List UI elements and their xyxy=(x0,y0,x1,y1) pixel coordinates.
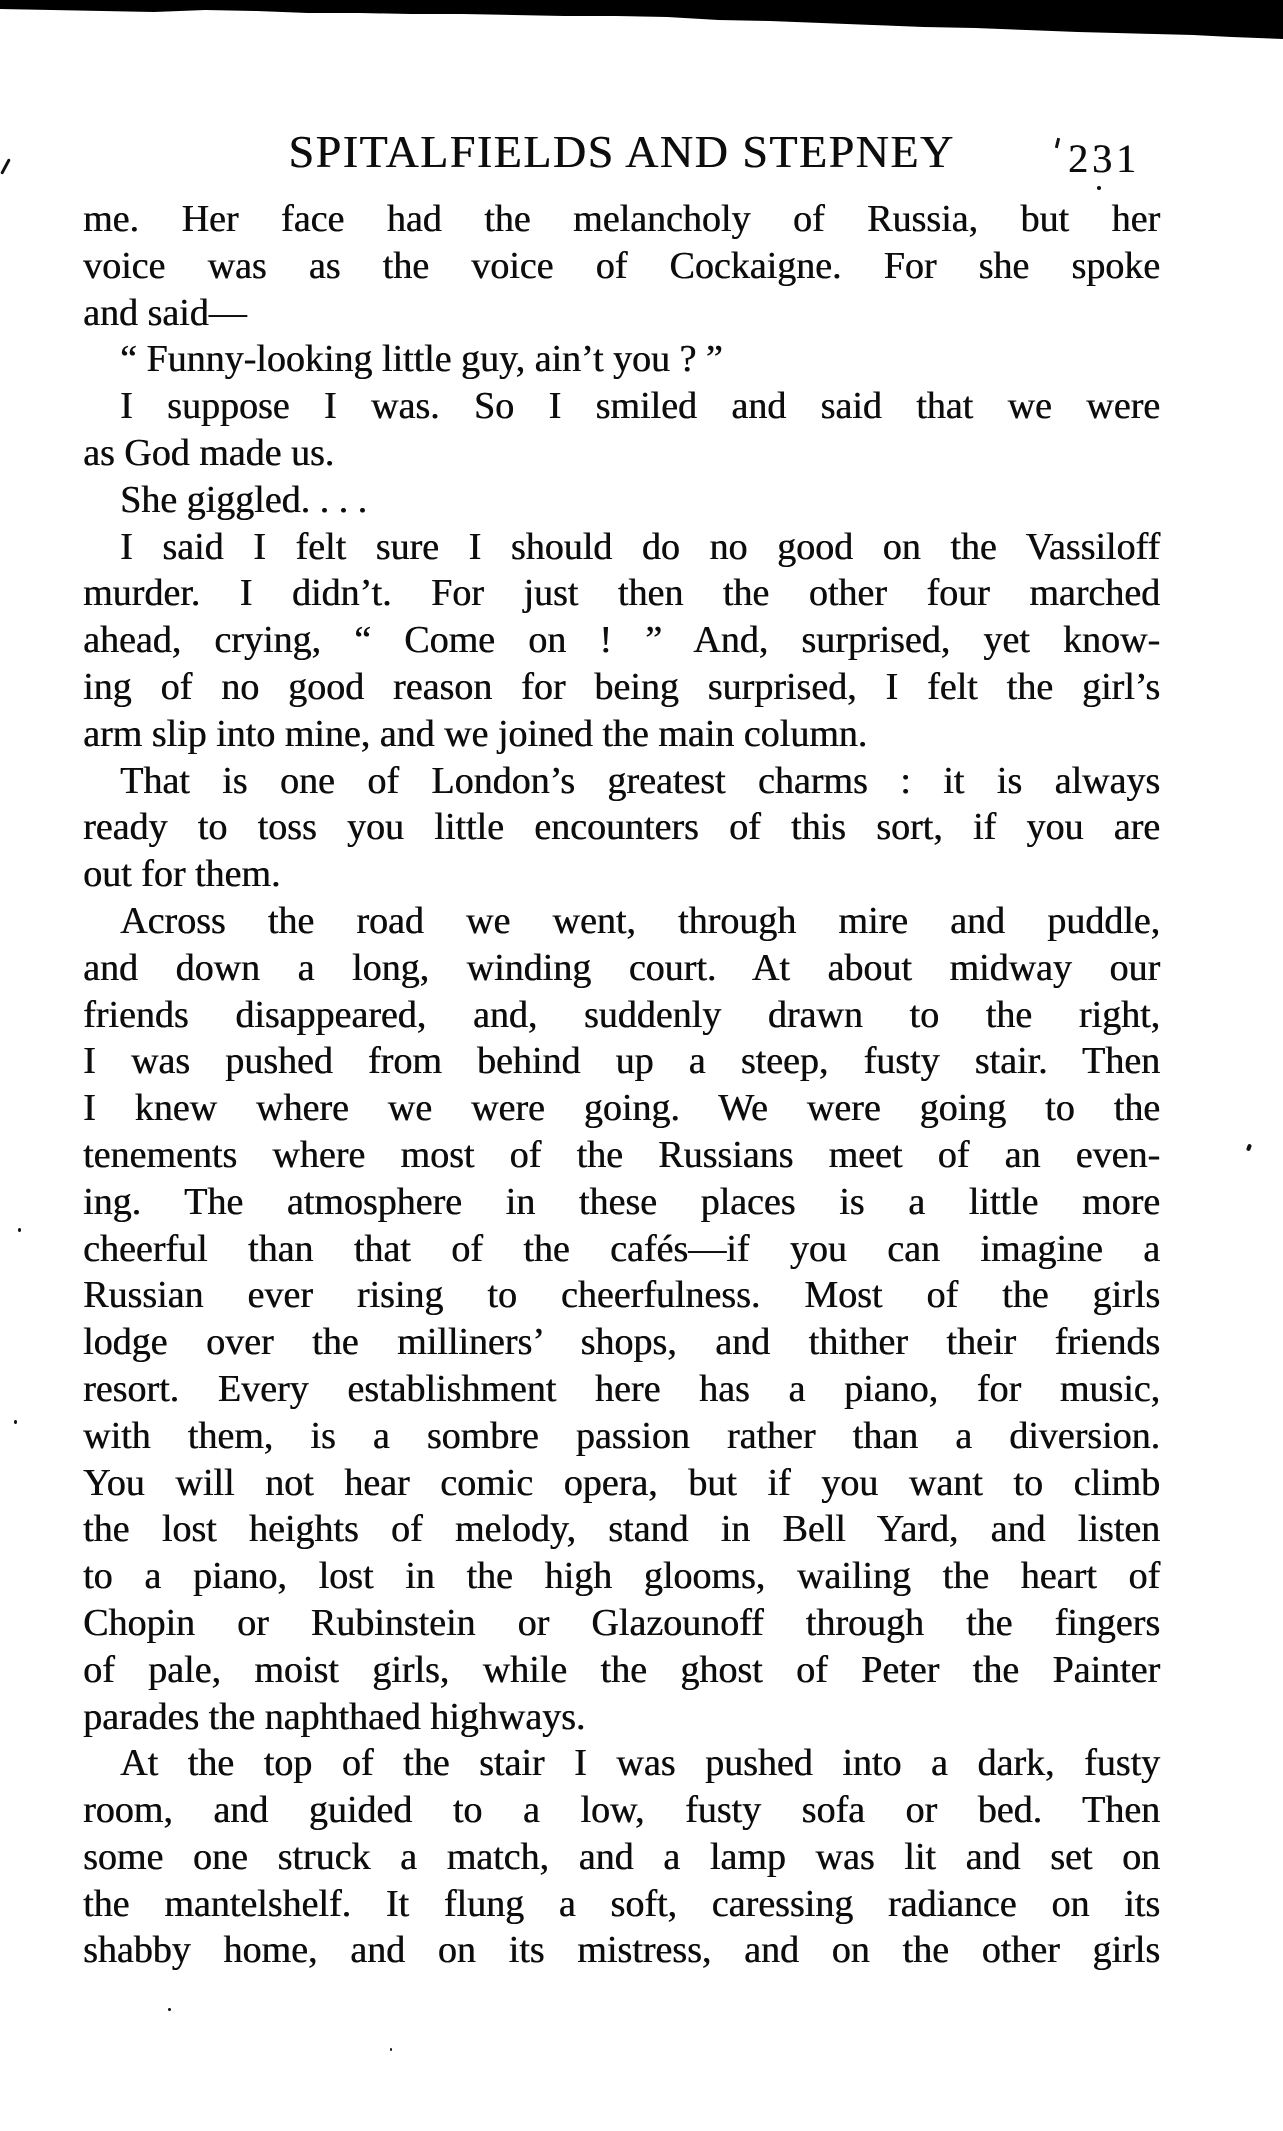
text-line: voice was as the voice of Cockaigne. For she spoke xyxy=(83,244,1160,287)
text-line: Russian ever rising to cheerfulness. Most of the girls xyxy=(83,1274,1160,1317)
scan-speck xyxy=(1097,186,1101,190)
text-line: She giggled. . . . xyxy=(120,478,367,521)
text-line: Across the road we went, through mire and puddle, xyxy=(120,899,1160,942)
text-line: to a piano, lost in the high glooms, wailing the heart of xyxy=(83,1555,1160,1598)
text-line: me. Her face had the melancholy of Russia, but her xyxy=(83,198,1160,240)
scan-artifact-band xyxy=(0,0,1283,44)
scan-speck xyxy=(14,1420,17,1424)
text-line: with them, is a sombre passion rather than a diversion. xyxy=(83,1414,1160,1457)
text-line: out for them. xyxy=(83,853,281,896)
text-line: shabby home, and on its mistress, and on the other girls xyxy=(83,1929,1160,1972)
scan-mark-slash xyxy=(0,158,11,174)
text-line: parades the naphthaed highways. xyxy=(83,1695,586,1738)
text-line: I suppose I was. So I smiled and said that we were xyxy=(120,385,1160,428)
text-line: room, and guided to a low, fusty sofa or bed. Then xyxy=(83,1789,1160,1832)
text-line: You will not hear comic opera, but if you want to climb xyxy=(83,1461,1160,1504)
text-line: I was pushed from behind up a steep, fusty stair. Then xyxy=(83,1040,1160,1083)
text-line: ing of no good reason for being surprised, I felt the girl’s xyxy=(83,665,1160,708)
text-line: resort. Every establishment here has a piano, for music, xyxy=(83,1367,1160,1410)
text-line: cheerful than that of the cafés—if you can imagine a xyxy=(83,1227,1160,1270)
text-line: “ Funny-looking little guy, ain’t you ? ” xyxy=(120,338,723,381)
text-line: At the top of the stair I was pushed into a dark, fusty xyxy=(120,1742,1160,1785)
text-line: of pale, moist girls, while the ghost of Peter the Painter xyxy=(83,1648,1160,1691)
text-line: lodge over the milliners’ shops, and thither their friends xyxy=(83,1321,1160,1364)
text-line: That is one of London’s greatest charms : it is always xyxy=(120,759,1160,802)
text-line: ahead, crying, “ Come on ! ” And, surprised, yet know- xyxy=(83,619,1160,662)
running-header-title: SPITALFIELDS AND STEPNEY xyxy=(288,126,955,177)
text-line: as God made us. xyxy=(83,431,335,474)
text-line: and said— xyxy=(83,291,247,334)
text-line: I said I felt sure I should do no good on the Vassiloff xyxy=(120,525,1160,568)
scan-speck xyxy=(168,2008,171,2011)
text-line: the mantelshelf. It flung a soft, caressing radiance on its xyxy=(83,1882,1160,1925)
text-line: friends disappeared, and, suddenly drawn to the right, xyxy=(83,993,1160,1036)
text-line: tenements where most of the Russians meet of an even- xyxy=(83,1133,1160,1176)
scan-speck xyxy=(18,1228,21,1232)
body-text xyxy=(83,196,1160,1974)
text-line: I knew where we were going. We were going to the xyxy=(83,1087,1160,1130)
page-number: 231 xyxy=(1068,136,1140,181)
running-header xyxy=(83,126,1160,181)
scan-speck xyxy=(390,2048,392,2051)
text-line: arm slip into mine, and we joined the main column. xyxy=(83,712,868,755)
text-line: some one struck a match, and a lamp was lit and set on xyxy=(83,1835,1160,1878)
text-line: ready to toss you little encounters of this sort, if you are xyxy=(83,806,1160,849)
scan-speck xyxy=(1246,1144,1252,1152)
text-line: Chopin or Rubinstein or Glazounoff through the fingers xyxy=(83,1601,1160,1644)
text-line: the lost heights of melody, stand in Bell Yard, and listen xyxy=(83,1508,1160,1551)
text-line: ing. The atmosphere in these places is a little more xyxy=(83,1180,1160,1223)
text-line: and down a long, winding court. At about midway our xyxy=(83,946,1160,989)
text-line: murder. I didn’t. For just then the other four marched xyxy=(83,572,1160,615)
